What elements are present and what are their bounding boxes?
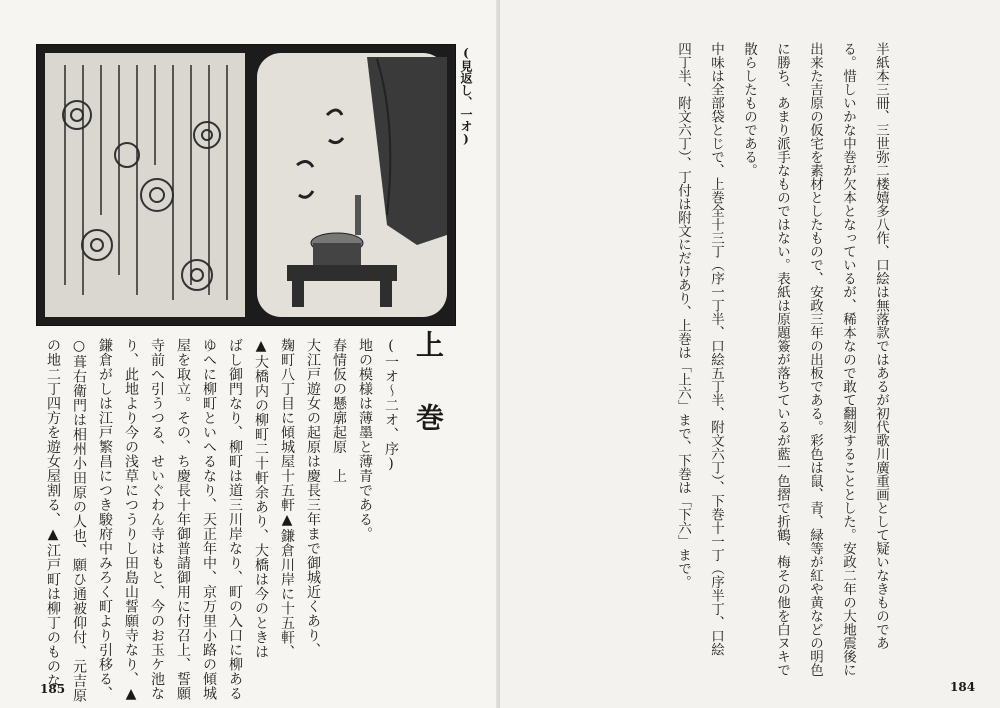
- text-line: ゆへに柳町といへるなり、天正年中、京万里小路の傾城: [201, 338, 217, 701]
- right-page: [500, 0, 1000, 708]
- page-number-left: 185: [40, 682, 66, 696]
- text-line: 寺前へ引うつる、せいぐわん寺はもと、今のお玉ケ池な: [149, 338, 165, 701]
- text-line: り、此地より今の浅草につうりし田島山誓願寺なり、▲: [123, 338, 139, 703]
- text-line: 中味は全部袋とじで、上巻全十三丁（序一丁半、口絵五丁半、附文六丁）、下巻十一丁（序半丁、口絵: [708, 42, 724, 657]
- text-line: 大江戸遊女の起原は慶長三年まで御城近くあり、: [305, 338, 321, 657]
- text-line: 出来た吉原の仮宅を素材としたもので、安政三年の出板である。彩色は鼠、青、緑等が紅や黄などの明色: [807, 42, 823, 677]
- text-line: に勝ち、あまり派手なものではない。表紙は原題簽が落ちているが藍一色摺で折鶴、梅その他を白ヌキで: [774, 42, 790, 677]
- text-line: 屋を取立。その、ち慶長十年御普請御用に付召上、誓願: [175, 338, 191, 701]
- illustration: [36, 44, 456, 326]
- text-line: ▲大橋内の柳町二十軒余あり、大橋は今のときは: [253, 338, 269, 659]
- right-page-text: [666, 42, 897, 677]
- text-line: 四丁半、附文六丁）、丁付は附文にだけあり、上巻は「上六」まで、下巻は「下六」まで。: [675, 42, 691, 589]
- text-line: 半紙本三冊、三世弥二楼嬉多八作、口絵は無落款ではあるが初代歌川廣重画として疑いなきものであ: [873, 42, 889, 650]
- text-line: 鎌倉がしは江戸繁昌につき駿府中みろく町より引移る、: [97, 338, 113, 701]
- page-number-right: 184: [950, 680, 976, 694]
- text-line: ○葺右衛門は相州小田原の人也、願ひ通被仰付、元吉原: [71, 338, 87, 703]
- text-line: 地の模様は薄墨と薄青である。: [357, 338, 373, 541]
- text-line: の地二丁四方を遊女屋割る、▲江戸町は柳丁のものな: [45, 338, 61, 688]
- text-line: 散らしたものである。: [741, 42, 757, 177]
- text-line: 麹町八丁目に傾城屋十五軒▲鎌倉川岸に十五軒、: [279, 338, 295, 659]
- text-line: 春情仮の懸廓起原 上: [331, 338, 347, 483]
- woodblock-print: [37, 45, 455, 325]
- section-range: (一オ〜二オ、序): [383, 338, 399, 473]
- volume-title: 上 巻: [412, 330, 445, 437]
- left-page: [0, 0, 498, 708]
- text-line: ばし御門なり、柳町は道三川岸なり、町の入口に柳ある: [227, 338, 243, 701]
- illustration-caption: (見返し、一オ): [459, 46, 473, 146]
- text-line: る。惜しいかな中巻が欠本となっているが、稀本なので敢て翻刻することとした。安政二年の大地震後に: [840, 42, 856, 677]
